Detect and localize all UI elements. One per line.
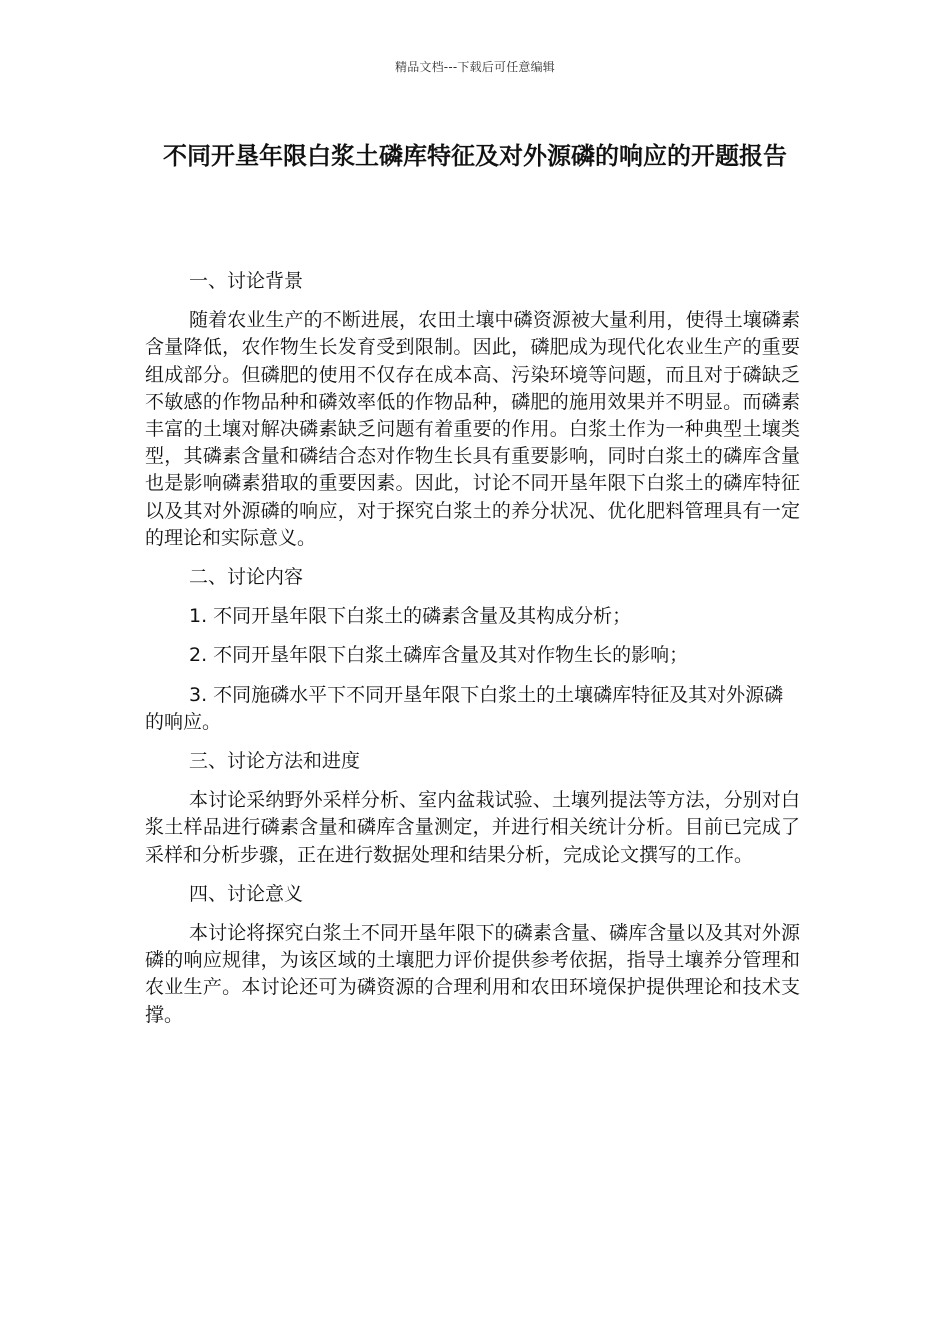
methods-paragraph: 本讨论采纳野外采样分析、室内盆栽试验、土壤列提法等方法，分别对白浆土样品进行磷素含量和磷库含量测定，并进行相关统计分析。目前已完成了采样和分析步骤，正在进行数据处理和结果分析，完成论文撰写的工作。 (145, 789, 800, 866)
background-paragraph: 随着农业生产的不断进展，农田土壤中磷资源被大量利用，使得土壤磷素含量降低，农作物生长发育受到限制。因此，磷肥成为现代化农业生产的重要组成部分。但磷肥的使用不仅存在成本高、污染环境等问题，而且对于磷缺乏不敏感的作物品种和磷效率低的作物品种，磷肥的施用效果并不明显。而磷素丰富的土壤对解决磷素缺乏问题有着重要的作用。白浆土作为一种典型土壤类型，其磷素含量和磷结合态对作物生长具有重要影响，同时白浆土的磷库含量也是影响磷素猎取的重要因素。因此，讨论不同开垦年限下白浆土的磷库特征以及其对外源磷的响应，对于探究白浆土的养分状况、优化肥料管理具有一定的理论和实际意义。 (145, 309, 800, 549)
significance-paragraph: 本讨论将探究白浆土不同开垦年限下的磷素含量、磷库含量以及其对外源磷的响应规律，为该区域的土壤肥力评价提供参考依据，指导土壤养分管理和农业生产。本讨论还可为磷资源的合理利用和农田环境保护提供理论和技术支撑。 (145, 922, 800, 1026)
section-heading-content: 二、讨论内容 (189, 566, 304, 589)
page-header-note: 精品文档---下载后可任意编辑 (395, 60, 555, 74)
document-body (145, 268, 800, 1041)
content-list-item: 2. 不同开垦年限下白浆土磷库含量及其对作物生长的影响； (189, 644, 689, 667)
section-heading-methods: 三、讨论方法和进度 (189, 750, 361, 773)
document-title: 不同开垦年限白浆土磷库特征及对外源磷的响应的开题报告 (163, 142, 787, 170)
section-heading-significance: 四、讨论意义 (189, 882, 304, 905)
content-list-item: 1. 不同开垦年限下白浆土的磷素含量及其构成分析； (189, 605, 632, 628)
content-list-item: 3. 不同施磷水平下不同开垦年限下白浆土的土壤磷库特征及其对外源磷的响应。 (145, 683, 784, 733)
section-heading-background: 一、讨论背景 (189, 270, 304, 292)
